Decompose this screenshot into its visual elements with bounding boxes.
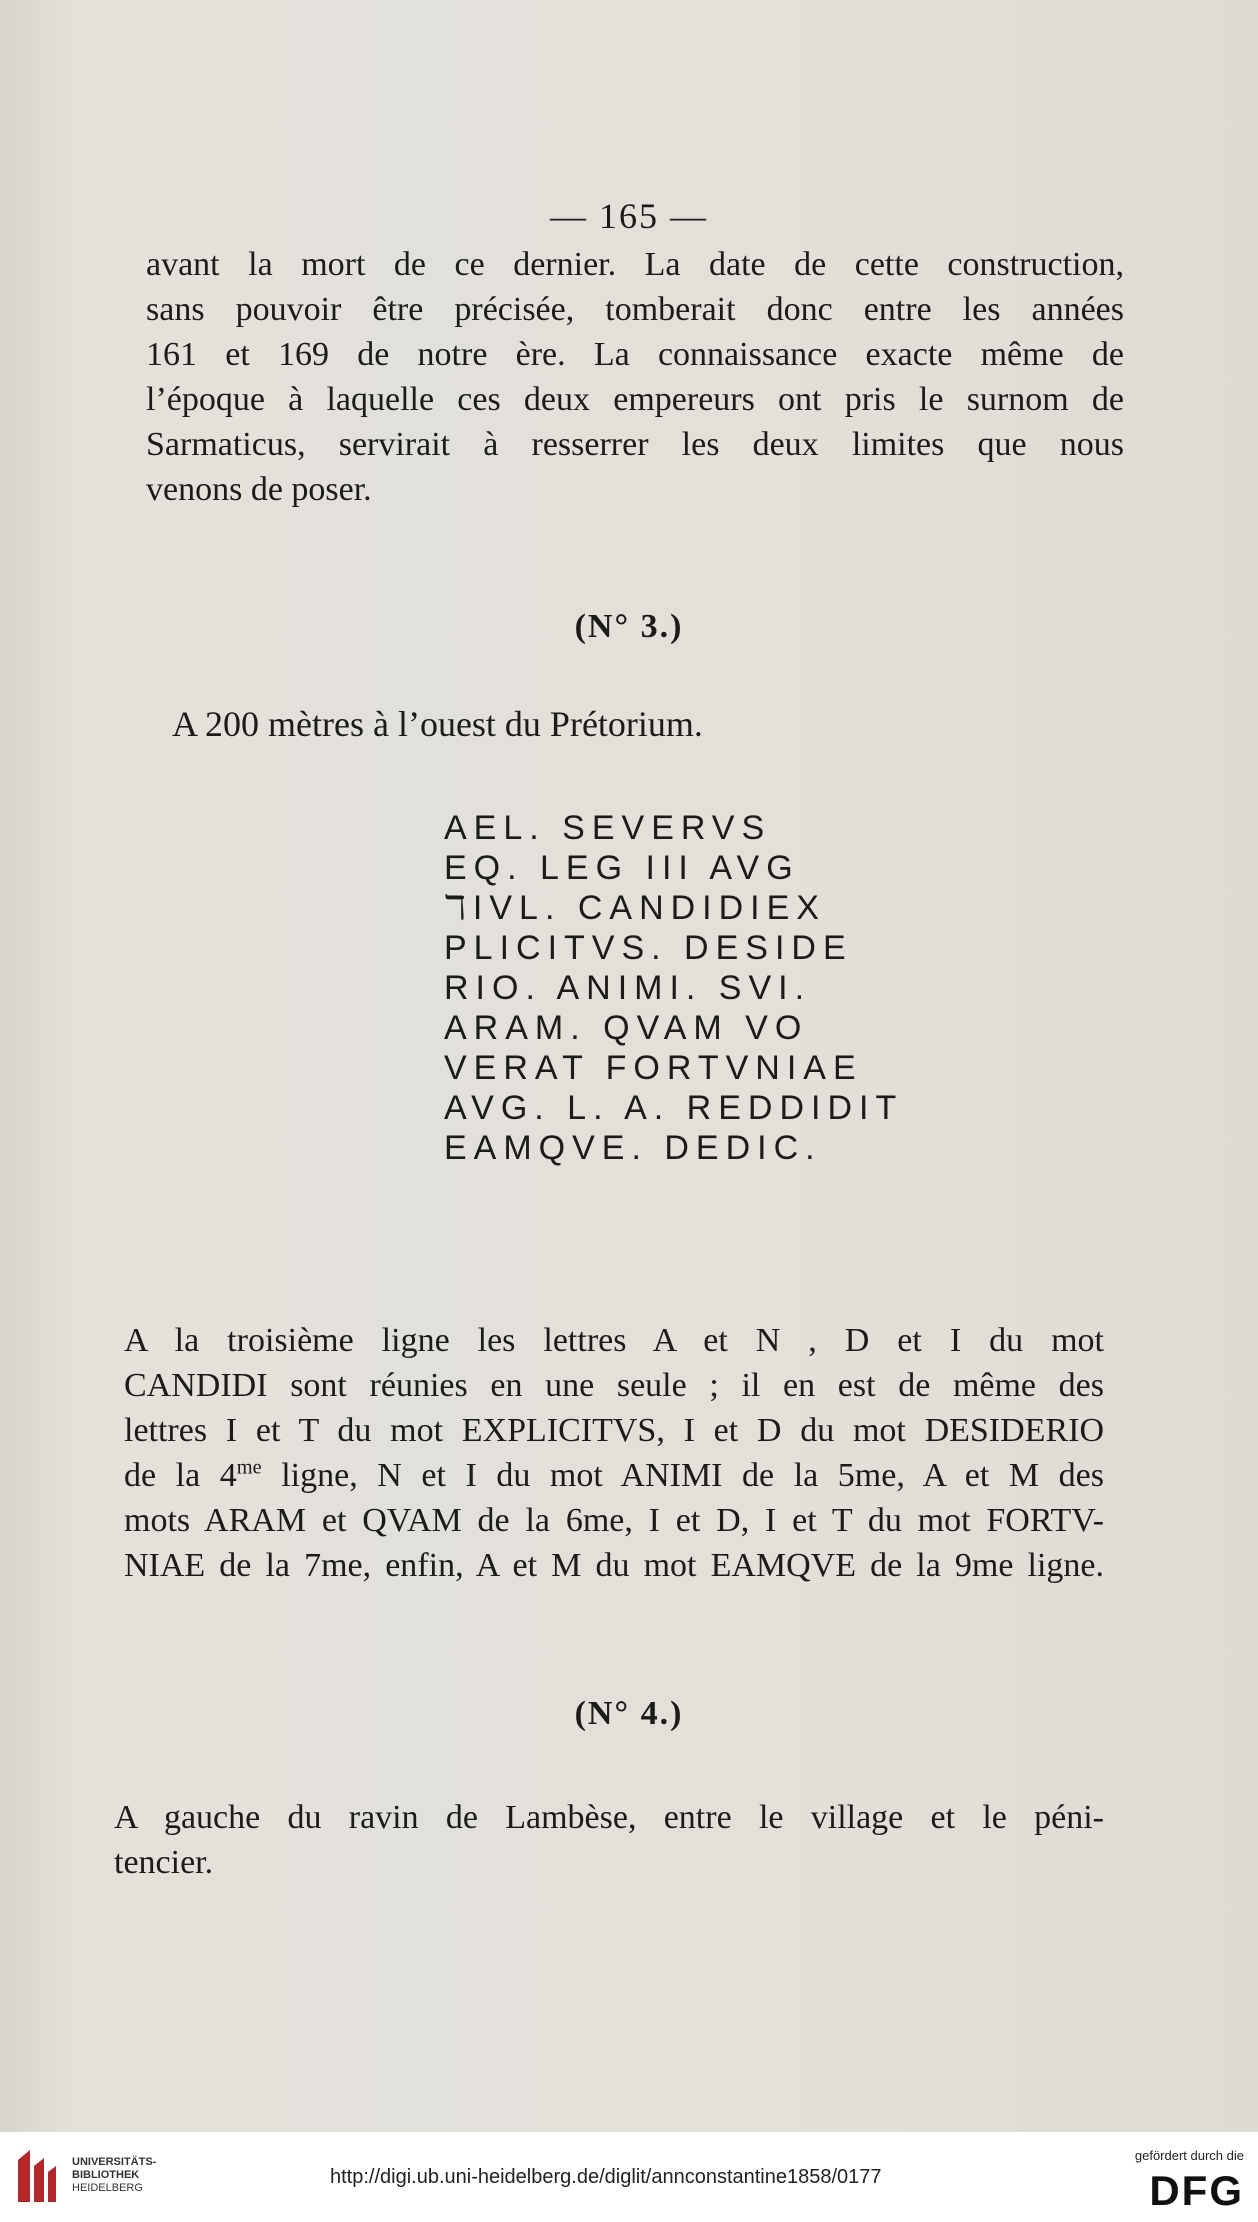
page-number: — 165 —	[550, 196, 708, 236]
text-line: mots ARAM et QVAM de la 6me, I et D, I et T du mot FORTV-	[124, 1502, 1104, 1539]
university-library-logo-icon	[14, 2146, 58, 2206]
library-name-line: UNIVERSITÄTS-	[72, 2156, 157, 2168]
inscription-line: RIO. ANIMI. SVI.	[444, 969, 812, 1007]
text-segment: de la 4	[124, 1457, 237, 1494]
latin-inscription	[444, 808, 903, 1168]
inscription-line: ℸIVL. CANDIDIEX	[444, 889, 826, 927]
text-line: 161 et 169 de notre ère. La connaissance exacte même de	[146, 336, 1124, 373]
text-line	[124, 1453, 1104, 1498]
section-4-heading: (N° 4.)	[574, 1695, 684, 1732]
section-3-commentary	[124, 1318, 1104, 1588]
inscription-line: EQ. LEG III AVG	[444, 849, 800, 887]
funder-label: gefördert durch die	[1134, 2148, 1244, 2163]
library-name-line: BIBLIOTHEK	[72, 2169, 140, 2181]
text-line: CANDIDI sont réunies en une seule ; il en est de même des	[124, 1367, 1104, 1404]
inscription-line: ARAM. QVAM VO	[444, 1009, 809, 1047]
inscription-line: AVG. L. A. REDDIDIT	[444, 1089, 904, 1127]
section-3-location: A 200 mètres à l’ouest du Prétorium.	[172, 704, 703, 744]
text-line: l’époque à laquelle ces deux empereurs ont pris le surnom de	[146, 381, 1124, 418]
permalink-url[interactable]: http://digi.ub.uni-heidelberg.de/diglit/annconstantine1858/0177	[330, 2166, 882, 2188]
text-segment: ligne, N et I du mot ANIMI de la 5me, A et M des	[261, 1457, 1104, 1494]
library-name	[72, 2156, 156, 2195]
intro-paragraph	[146, 242, 1124, 512]
text-line: avant la mort de ce dernier. La date de cette construction,	[146, 246, 1124, 283]
inscription-line: EAMQVE. DEDIC.	[444, 1129, 822, 1167]
section-3-heading: (N° 3.)	[574, 608, 684, 645]
text-line: NIAE de la 7me, enfin, A et M du mot EAMQVE de la 9me ligne.	[124, 1547, 1104, 1584]
section-4-text	[114, 1795, 1104, 1885]
footer-bar	[0, 2132, 1258, 2222]
dfg-logo: DFG	[1149, 2167, 1244, 2214]
library-city: HEIDELBERG	[72, 2182, 143, 2194]
text-line: venons de poser.	[146, 471, 372, 508]
text-line: sans pouvoir être précisée, tomberait donc entre les années	[146, 291, 1124, 328]
text-line: A la troisième ligne les lettres A et N , D et I du mot	[124, 1322, 1104, 1359]
inscription-line: AEL. SEVERVS	[444, 809, 772, 847]
inscription-line: PLICITVS. DESIDE	[444, 929, 853, 967]
superscript: me	[236, 1456, 262, 1479]
text-line: A gauche du ravin de Lambèse, entre le village et le péni-	[114, 1799, 1104, 1836]
text-line: lettres I et T du mot EXPLICITVS, I et D du mot DESIDERIO	[124, 1412, 1104, 1449]
inscription-line: VERAT FORTVNIAE	[444, 1049, 863, 1087]
text-line: tencier.	[114, 1844, 214, 1881]
text-line: Sarmaticus, servirait à resserrer les deux limites que nous	[146, 426, 1124, 463]
